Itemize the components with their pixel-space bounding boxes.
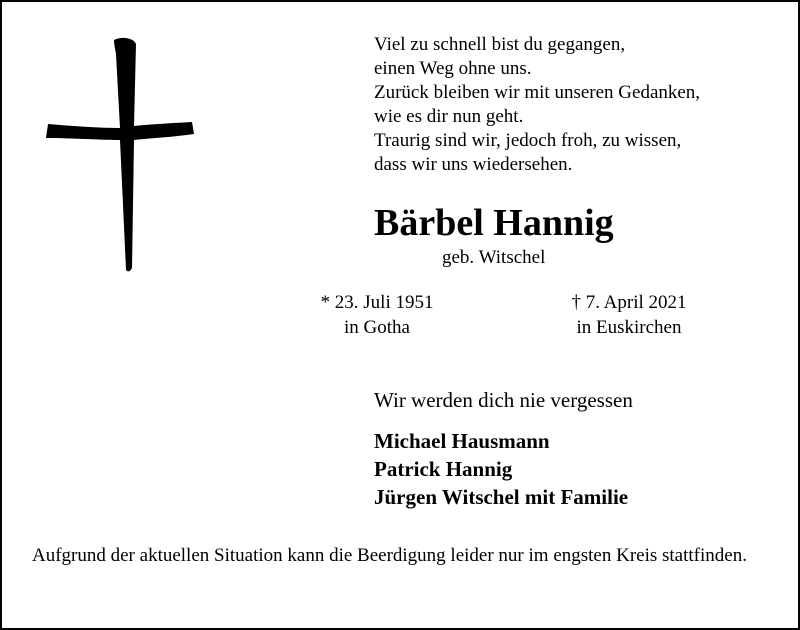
mourner-name: Patrick Hannig	[374, 457, 513, 481]
poem	[374, 33, 700, 177]
poem-line: Viel zu schnell bist du gegangen,	[374, 34, 626, 55]
poem-line: wie es dir nun geht.	[374, 106, 524, 127]
funeral-note: Aufgrund der aktuellen Situation kann die Beerdigung leider nur im engsten Kreis stattfinden.	[32, 545, 747, 566]
mourner-name: Michael Hausmann	[374, 429, 550, 453]
maiden-name: geb. Witschel	[442, 247, 546, 268]
closing-line: Wir werden dich nie vergessen	[374, 388, 633, 412]
cross-icon	[42, 34, 202, 279]
poem-line: einen Weg ohne uns.	[374, 58, 532, 79]
death-place: in Euskirchen	[576, 317, 682, 338]
poem-line: dass wir uns wiedersehen.	[374, 154, 573, 175]
birth-place: in Gotha	[344, 317, 410, 338]
mourner-name: Jürgen Witschel mit Familie	[374, 485, 629, 509]
poem-line: Zurück bleiben wir mit unseren Gedanken,	[374, 82, 701, 103]
poem-line: Traurig sind wir, jedoch froh, zu wissen,	[374, 130, 682, 151]
death-info	[544, 290, 714, 340]
birth-info	[292, 290, 462, 340]
deceased-name: Bärbel Hannig	[374, 202, 614, 244]
mourners-list	[374, 427, 628, 511]
birth-date: * 23. Juli 1951	[320, 292, 434, 313]
death-date: † 7. April 2021	[571, 292, 687, 313]
